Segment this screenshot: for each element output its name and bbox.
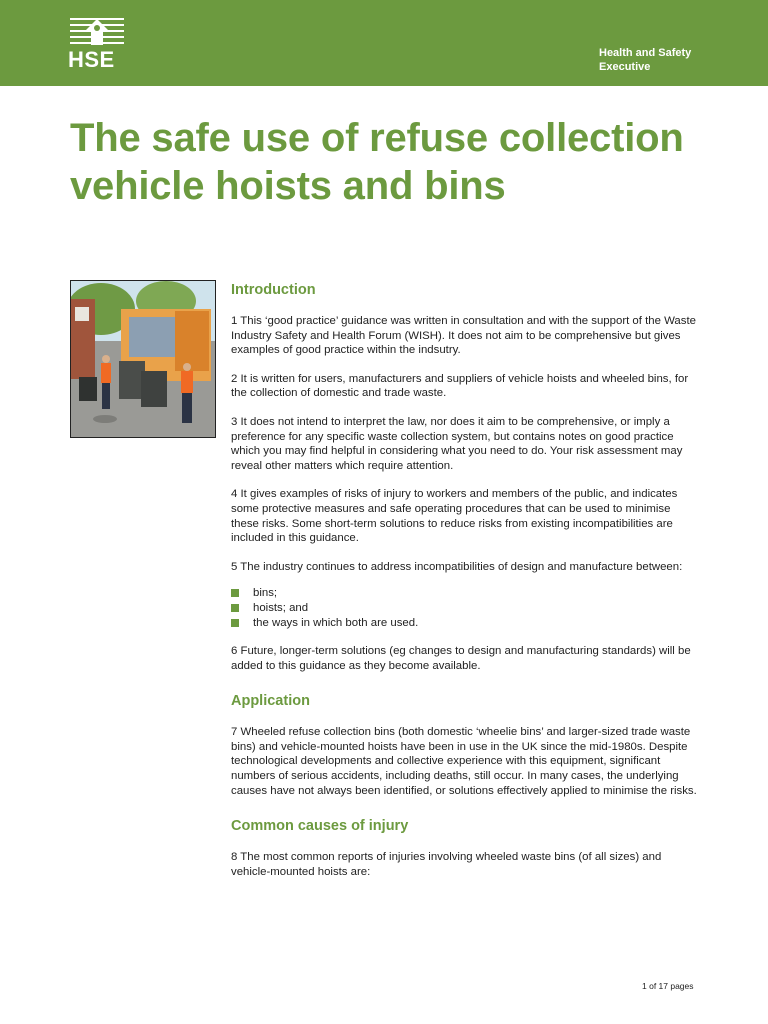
list-item-text: the ways in which both are used. <box>253 616 419 629</box>
page-number: 1 of 17 pages <box>642 981 694 991</box>
list-item-text: hoists; and <box>253 601 309 614</box>
bullet-list <box>231 586 701 630</box>
list-item-text: bins; <box>253 587 278 600</box>
heading-introduction: Introduction <box>231 282 316 298</box>
organisation-name <box>599 46 691 74</box>
paragraph-6: 6 Future, longer-term solutions (eg changes to design and manufacturing standards) will be added to this guidance as they become available. <box>231 645 691 672</box>
paragraph-3: 3 It does not intend to interpret the law, nor does it aim to be comprehensive, or imply a preference for any specific waste collection system, but contains notes on good practice which you may find helpful in considering what you need to do. Your risk assessment may reveal other matters which require attention. <box>231 415 683 472</box>
heading-application: Application <box>231 693 310 710</box>
paragraph-7: 7 Wheeled refuse collection bins (both domestic ‘wheelie bins’ and larger-sized trade waste bins) and vehicle-mounted hoists have been in use in the UK since the mid-1980s. Despite technological developments and collective experience with this equipment, significant numbers of serious accidents, including deaths, still occur. In many cases, the underlying causes have not always been identified, or solutions effectively applied to minimise the risks. <box>231 726 697 797</box>
bullet-square-icon <box>231 589 239 597</box>
org-line-2: Executive <box>599 61 651 73</box>
logo-text: HSE <box>68 47 115 72</box>
org-line-1: Health and Safety <box>599 47 692 59</box>
list-item <box>231 586 701 601</box>
paragraph-2: 2 It is written for users, manufacturers and suppliers of vehicle hoists and wheeled bins, for the collection of domestic and trade waste. <box>231 372 689 400</box>
bullet-square-icon <box>231 619 239 627</box>
list-item <box>231 616 701 631</box>
header-bar <box>0 0 768 86</box>
paragraph-1: 1 This ‘good practice’ guidance was written in consultation and with the support of the Waste Industry Safety and Health Forum (WISH). It does not aim to be comprehensive but gives examples of good practice within the indsutry. <box>231 315 696 357</box>
heading-common-causes: Common causes of injury <box>231 818 409 835</box>
list-item <box>231 601 701 616</box>
paragraph-5: 5 The industry continues to address incompatibilities of design and manufacture between: <box>231 560 683 573</box>
title-line-1: The safe use of refuse collection <box>70 116 684 160</box>
title-line-2: vehicle hoists and bins <box>70 164 506 208</box>
main-content <box>231 280 701 879</box>
photo-illustration <box>71 281 215 437</box>
paragraph-8: 8 The most common reports of injuries involving wheeled waste bins (of all sizes) and vehicle-mounted hoists are: <box>231 851 662 878</box>
paragraph-4: 4 It gives examples of risks of injury to workers and members of the public, and indicates some protective measures and safe operating procedures that can be used to minimise these risks. Some short-term solutions to reduce risks from existing incompatibilities are included in this guidance. <box>231 488 678 545</box>
document-title <box>70 114 730 210</box>
bullet-square-icon <box>231 604 239 612</box>
refuse-vehicle-photo <box>70 280 216 438</box>
